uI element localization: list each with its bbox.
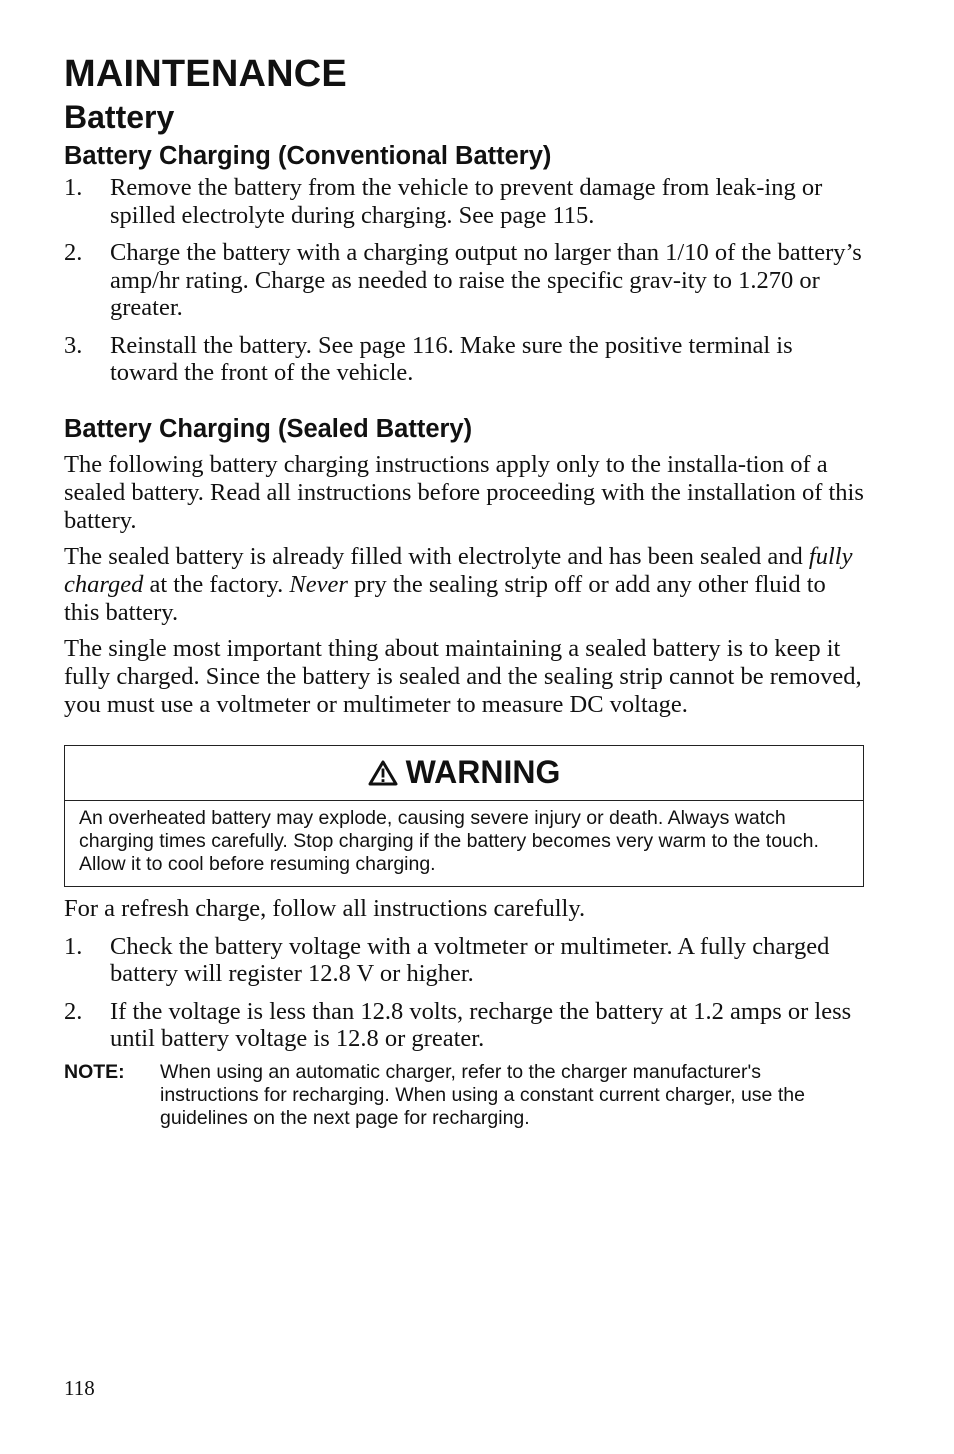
step-text: If the voltage is less than 12.8 volts, recharge the battery at 1.2 amps or less until battery voltage is 12.8 or greater. bbox=[110, 997, 852, 1052]
sealed-heading: Battery Charging (Sealed Battery) bbox=[64, 414, 473, 443]
step-text: Reinstall the battery. See page 116. Make sure the positive terminal is toward the front of the vehicle. bbox=[110, 331, 793, 386]
list-item: 1. Check the battery voltage with a voltmeter or multimeter. A fully charged battery will register 12.8 V or higher. bbox=[64, 932, 830, 987]
list-item: 2. If the voltage is less than 12.8 volts, recharge the battery at 1.2 amps or less until battery voltage is 12.8 or greater. bbox=[64, 997, 852, 1052]
page-number: 118 bbox=[64, 1376, 95, 1400]
page-content bbox=[64, 50, 864, 1130]
list-item: 2. Charge the battery with a charging output no larger than 1/10 of the battery’s amp/hr rating. Charge as needed to raise the specific grav-ity to 1.270 or greater. bbox=[64, 239, 862, 321]
warning-box bbox=[64, 745, 864, 887]
refresh-intro: For a refresh charge, follow all instructions carefully. bbox=[64, 894, 586, 922]
conventional-heading: Battery Charging (Conventional Battery) bbox=[64, 142, 552, 170]
sealed-paragraph-1: The following battery charging instructions apply only to the installa-tion of a sealed battery. Read all instructions before proceeding with the installation of this battery. bbox=[64, 450, 864, 534]
conventional-steps bbox=[64, 174, 864, 387]
note-text: When using an automatic charger, refer to the charger manufacturer's instructions for recharging. When using a constant current charger, use the guidelines on the next page for recharging. bbox=[160, 1060, 805, 1129]
warning-text: An overheated battery may explode, causing severe injury or death. Always watch charging times carefully. Stop charging if the battery becomes very warm to the touch. Allow it to cool before resuming charging. bbox=[79, 806, 819, 875]
section-title: MAINTENANCE bbox=[64, 53, 347, 95]
refresh-steps bbox=[64, 933, 864, 1053]
sealed-paragraph-3: The single most important thing about maintaining a sealed battery is to keep it fully charged. Since the battery is sealed and the sealing strip cannot be removed, you must use a voltmeter or multimeter to measure DC voltage. bbox=[64, 634, 862, 718]
step-text: Charge the battery with a charging output no larger than 1/10 of the battery’s amp/hr rating. Charge as needed to raise the specific grav-ity to 1.270 or greater. bbox=[110, 239, 862, 321]
note-label: NOTE: bbox=[64, 1060, 125, 1083]
subsection-title: Battery bbox=[64, 99, 175, 135]
warning-header bbox=[65, 746, 863, 801]
list-item: 1. Remove the battery from the vehicle to prevent damage from leak-ing or spilled electrolyte during charging. See page 115. bbox=[64, 174, 823, 229]
warning-triangle-icon bbox=[368, 760, 398, 786]
list-item: 3. Reinstall the battery. See page 116. Make sure the positive terminal is toward the front of the vehicle. bbox=[64, 331, 793, 386]
step-text: Remove the battery from the vehicle to prevent damage from leak-ing or spilled electrolyte during charging. See page 115. bbox=[110, 174, 823, 229]
step-text: Check the battery voltage with a voltmeter or multimeter. A fully charged battery will register 12.8 V or higher. bbox=[110, 932, 830, 987]
note bbox=[64, 1061, 864, 1130]
warning-title: WARNING bbox=[405, 754, 561, 790]
sealed-paragraph-2: The sealed battery is already filled with electrolyte and has been sealed and fully charged at the factory. Never pry the sealing strip off or add any other fluid to this battery. bbox=[64, 542, 853, 626]
